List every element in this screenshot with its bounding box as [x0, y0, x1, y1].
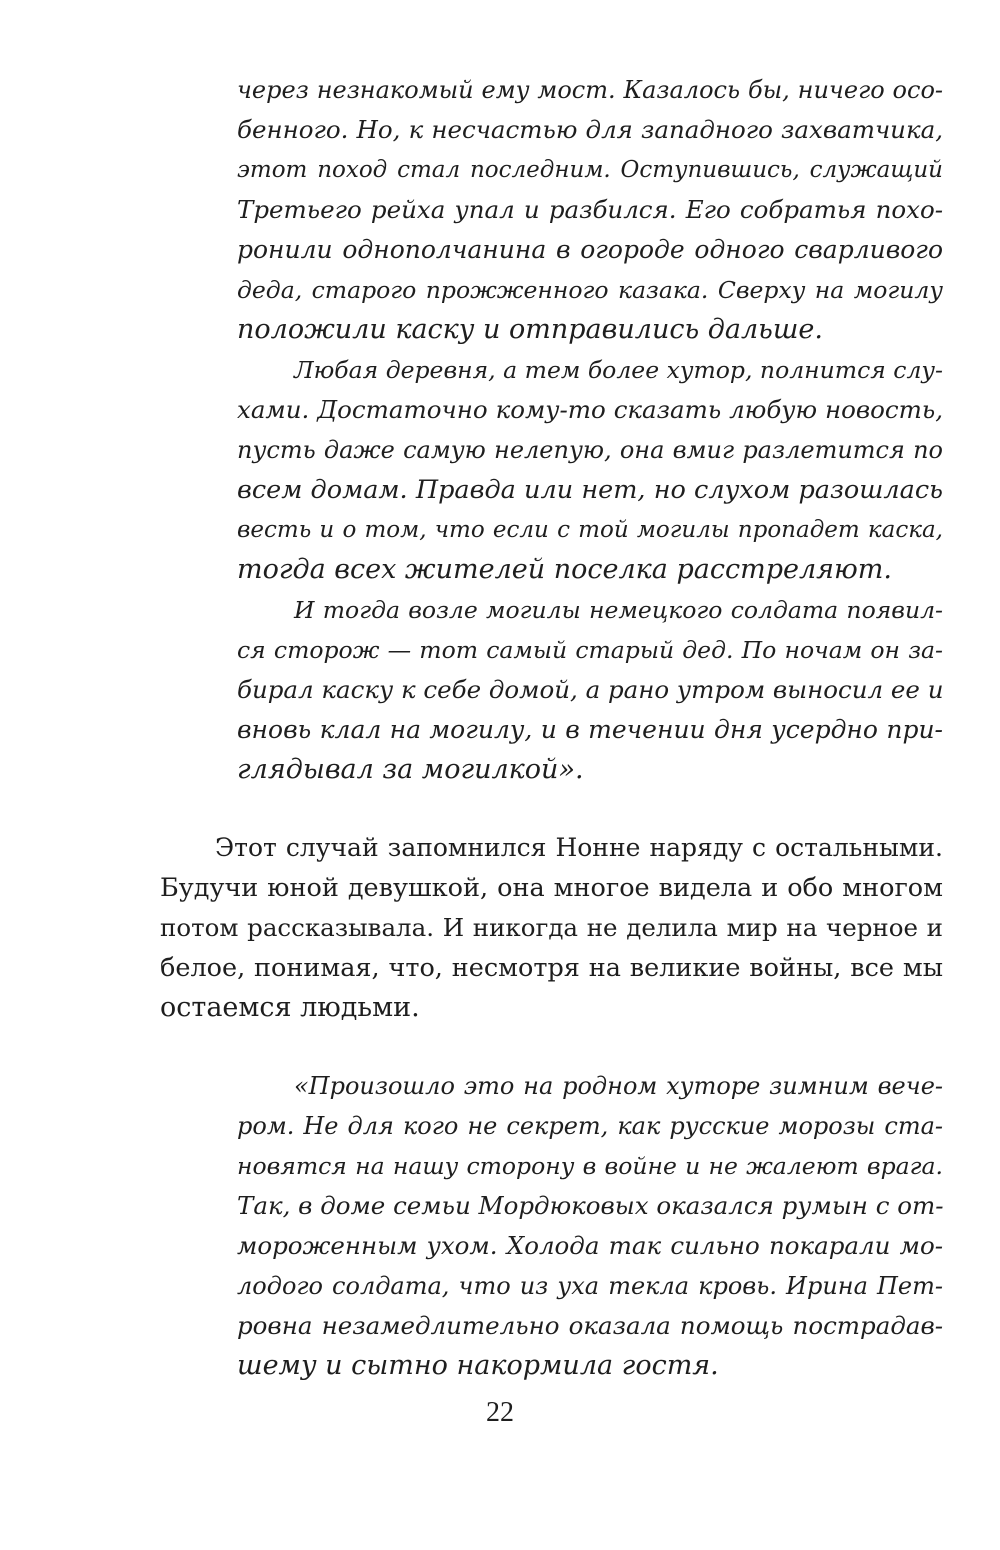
text-line: глядывал за могилкой». — [237, 754, 584, 785]
text-line: Этот случай запомнился Нонне наряду с остальными. — [215, 833, 943, 862]
text-line: вновь клал на могилу, и в течении дня усердно при- — [237, 715, 943, 744]
text-line: ром. Не для кого не секрет, как русские морозы ста- — [237, 1112, 943, 1140]
text-line: Любая деревня, а тем более хутор, полнится слу- — [294, 356, 943, 384]
text-line: мороженным ухом. Холода так сильно покарали мо- — [237, 1231, 943, 1260]
text-line: ся сторож — тот самый старый дед. По ночам он за- — [237, 636, 943, 664]
text-line: тогда всех жителей поселка расстреляют. — [237, 554, 892, 585]
text-line: деда, старого прожженного казака. Сверху на могилу — [237, 276, 943, 304]
text-line: потом рассказывала. И никогда не делила мир на черное и — [160, 913, 943, 942]
text-line: бенного. Но, к несчастью для западного захватчика, — [237, 115, 943, 144]
text-line: хами. Достаточно кому-то сказать любую новость, — [237, 395, 943, 424]
text-line: белое, понимая, что, несмотря на великие войны, все мы — [160, 953, 943, 983]
text-line: «Произошло это на родном хуторе зимним вече- — [294, 1072, 943, 1100]
text-line: Третьего рейха упал и разбился. Его собратья похо- — [237, 195, 943, 224]
text-line: Так, в доме семьи Мордюковых оказался румын с от- — [237, 1191, 944, 1220]
text-line: ронили однополчанина в огороде одного сварливого — [237, 235, 943, 264]
text-line: положили каску и отправились дальше. — [237, 314, 823, 345]
text-line: через незнакомый ему мост. Казалось бы, ничего осо- — [237, 76, 943, 104]
text-line: новятся на нашу сторону в войне и не жалеют врага. — [237, 1152, 943, 1180]
text-line: пусть даже самую нелепую, она вмиг разлетится по — [237, 436, 943, 464]
text-line: этот поход стал последним. Оступившись, служащий — [237, 157, 943, 183]
text-line: ровна незамедлительно оказала помощь пострадав- — [237, 1311, 943, 1340]
page-number: 22 — [486, 1397, 514, 1428]
text-line: Будучи юной девушкой, она многое видела и обо многом — [160, 873, 943, 903]
text-line: всем домам. Правда или нет, но слухом разошлась — [237, 475, 943, 505]
text-line: шему и сытно накормила гостя. — [237, 1350, 719, 1381]
text-line: лодого солдата, что из уха текла кровь. Ирина Пет- — [237, 1272, 943, 1300]
text-line: весть и о том, что если с той могилы пропадет каска, — [237, 517, 943, 543]
text-line: И тогда возле могилы немецкого солдата появил- — [294, 596, 943, 624]
text-line: остаемся людьми. — [160, 992, 420, 1023]
text-line: бирал каску к себе домой, а рано утром выносил ее и — [237, 675, 944, 704]
